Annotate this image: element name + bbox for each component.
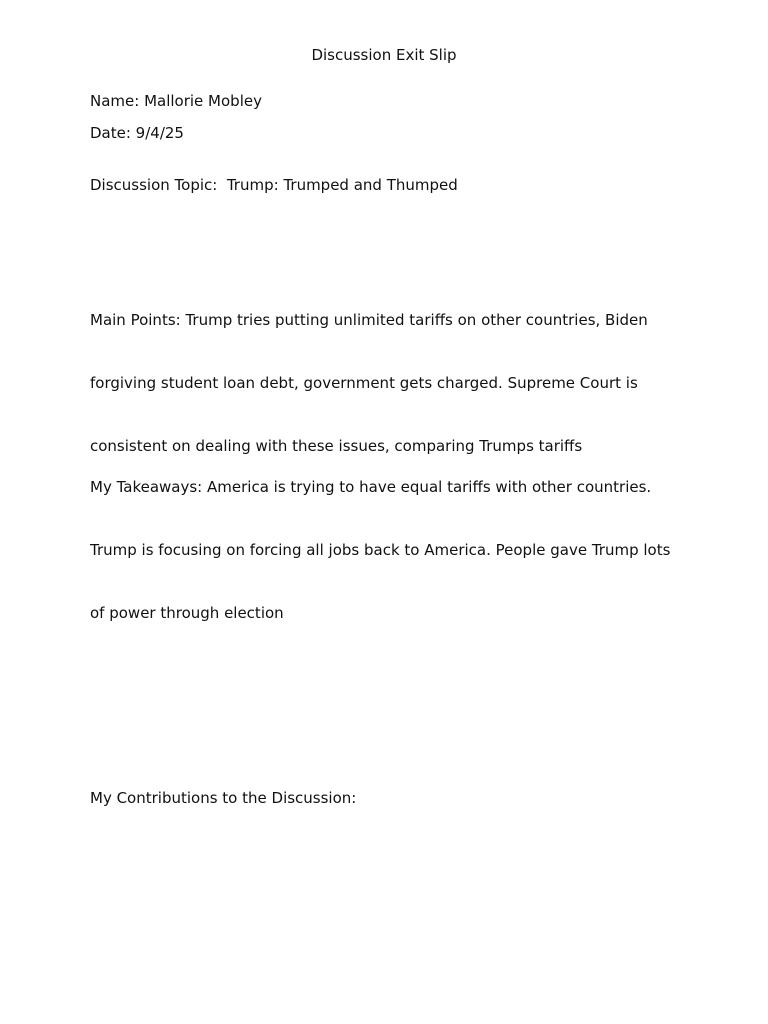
discussion-topic: Discussion Topic: Trump: Trumped and Thumped (90, 176, 458, 194)
document-title: Discussion Exit Slip (311, 46, 457, 64)
takeaways-section (90, 435, 690, 666)
main-points-line-2: forgiving student loan debt, government gets charged. Supreme Court is (90, 374, 638, 392)
main-points-line-3: consistent on dealing with these issues, comparing Trumps tariffs (90, 437, 583, 455)
contributions-heading: My Contributions to the Discussion: (90, 789, 357, 807)
takeaways-line-1: My Takeaways: America is trying to have equal tariffs with other countries. (90, 478, 652, 496)
main-points-line-1: Main Points: Trump tries putting unlimited tariffs on other countries, Biden (90, 311, 648, 329)
date-field: Date: 9/4/25 (90, 124, 184, 142)
takeaways-line-3: of power through election (90, 604, 284, 622)
takeaways-line-2: Trump is focusing on forcing all jobs back to America. People gave Trump lots (90, 541, 671, 559)
name-field: Name: Mallorie Mobley (90, 92, 262, 110)
